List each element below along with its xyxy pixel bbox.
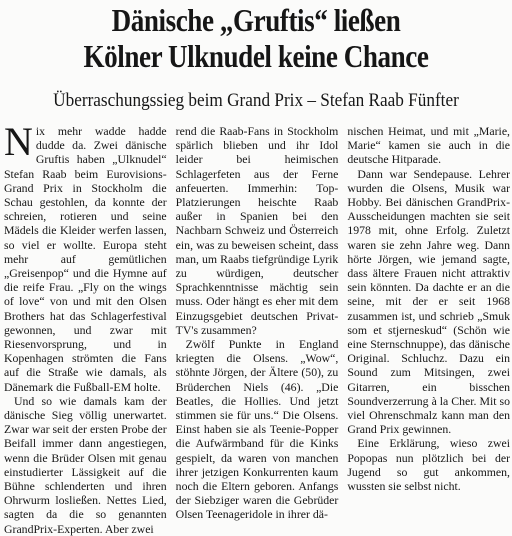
article-paragraph: rend die Raab-Fans in Stockholm spärlich blieben und ihr Idol leider bei heimischen Schlagerfeten aus der Ferne anfeuerten. Immerhin: Top-Platzierungen heischte Raab außer in Spanien bei den Nachbarn Schweiz und Österreich ein, was zu beweisen scheint, dass man, um Raabs tiefgründige Lyrik zu würdigen, deutscher Sprachkenntnisse mächtig sein muss. Oder hängt es eher mit dem Einzugsgebiet deutschen Privat-TV's zusammen? (175, 124, 339, 337)
article-paragraph: nischen Heimat, und mit „Marie, Marie“ kamen sie auch in die deutsche Hitparade. (347, 124, 511, 167)
article-paragraph: Nix mehr wadde hadde dudde da. Zwei dänische Gruftis haben „Ulknudel“ Stefan Raab beim Eurovisions-Grand Prix in Stockholm die Schau gestohlen, da konnte der schreien, rotieren und seine Mädels die Kleider werfen lassen, so viel er wollte. Europa steht mehr auf gemütlichen „Greisenpop“ und die Hymne auf die reife Frau. „Fly on the wings of love“ von und mit den Olsen Brothers hat das Schlagerfestival gewonnen, und zwar mit Riesenvorsprung, und in Kopenhagen strömten die Fans auf die Straße wie damals, als Dänemark die Fußball-EM holte. (4, 119, 167, 394)
article-column-1 (4, 119, 167, 536)
drop-cap: N (4, 119, 33, 164)
article-paragraph: Eine Erklärung, wieso zwei Popopas nun plötzlich bei der Jugend so gut ankommen, wussten sie selbst nicht. (347, 436, 511, 494)
headline-line-2: Kölner Ulknudel keine Chance (83, 39, 429, 74)
article-paragraph: Und so wie damals kam der dänische Sieg völlig unerwartet. Zwar war seit der ersten Probe der Beifall immer dann angestiegen, wenn die Brüder Olsen mit genau einstudierter Lässigkeit auf die Bühne schlenderten und ihren Ohrwurm losließen. Nettes Lied, sagten da die so genannten GrandPrix-Experten. Aber zwei (4, 393, 167, 536)
article-column-3 (347, 124, 511, 494)
article-paragraph: Zwölf Punkte in England kriegten die Olsens. „Wow“, stöhnte Jörgen, der Ältere (50), zu Brüderchen Niels (46). „Die Beatles, die Hollies. Und jetzt stimmen sie für uns.“ Die Olsens. Einst haben sie als Teenie-Popper die Aufwärmband für die Kinks gespielt, da waren von manchen ihrer jetzigen Konkurrenten kaum noch die Eltern geboren. Anfangs der Siebziger waren die Gebrüder Olsen Teenageridole in ihrer dä- (175, 337, 339, 522)
article-column-2 (175, 124, 339, 522)
article-paragraph: Dann war Sendepause. Lehrer wurden die Olsens, Musik war Hobby. Bei dänischen GrandPrix-Ausscheidungen machten sie seit 1978 mit, ohne Erfolg. Zuletzt waren sie zehn Jahre weg. Dann hörte Jörgen, wie jemand sagte, dass ältere Frauen nicht attraktiv sein könnten. Da dachte er an die seine, mit der er seit 1968 zusammen ist, und schrieb „Smuk som et stjerneskud“ (Schön wie eine Sternschnuppe), das dänische Original. Schluchz. Dazu ein Sound zum Mitsingen, zwei Gitarren, ein bisschen Soundverzerrung à la Cher. Mit so viel Ohrenschmalz kann man den Grand Prix gewinnen. (347, 166, 511, 437)
headline-line-1: Dänische „Gruftis“ ließen (111, 3, 401, 38)
article-body (4, 119, 511, 536)
subheadline: Überraschungssieg beim Grand Prix – Stefan Raab Fünfter (53, 91, 459, 111)
